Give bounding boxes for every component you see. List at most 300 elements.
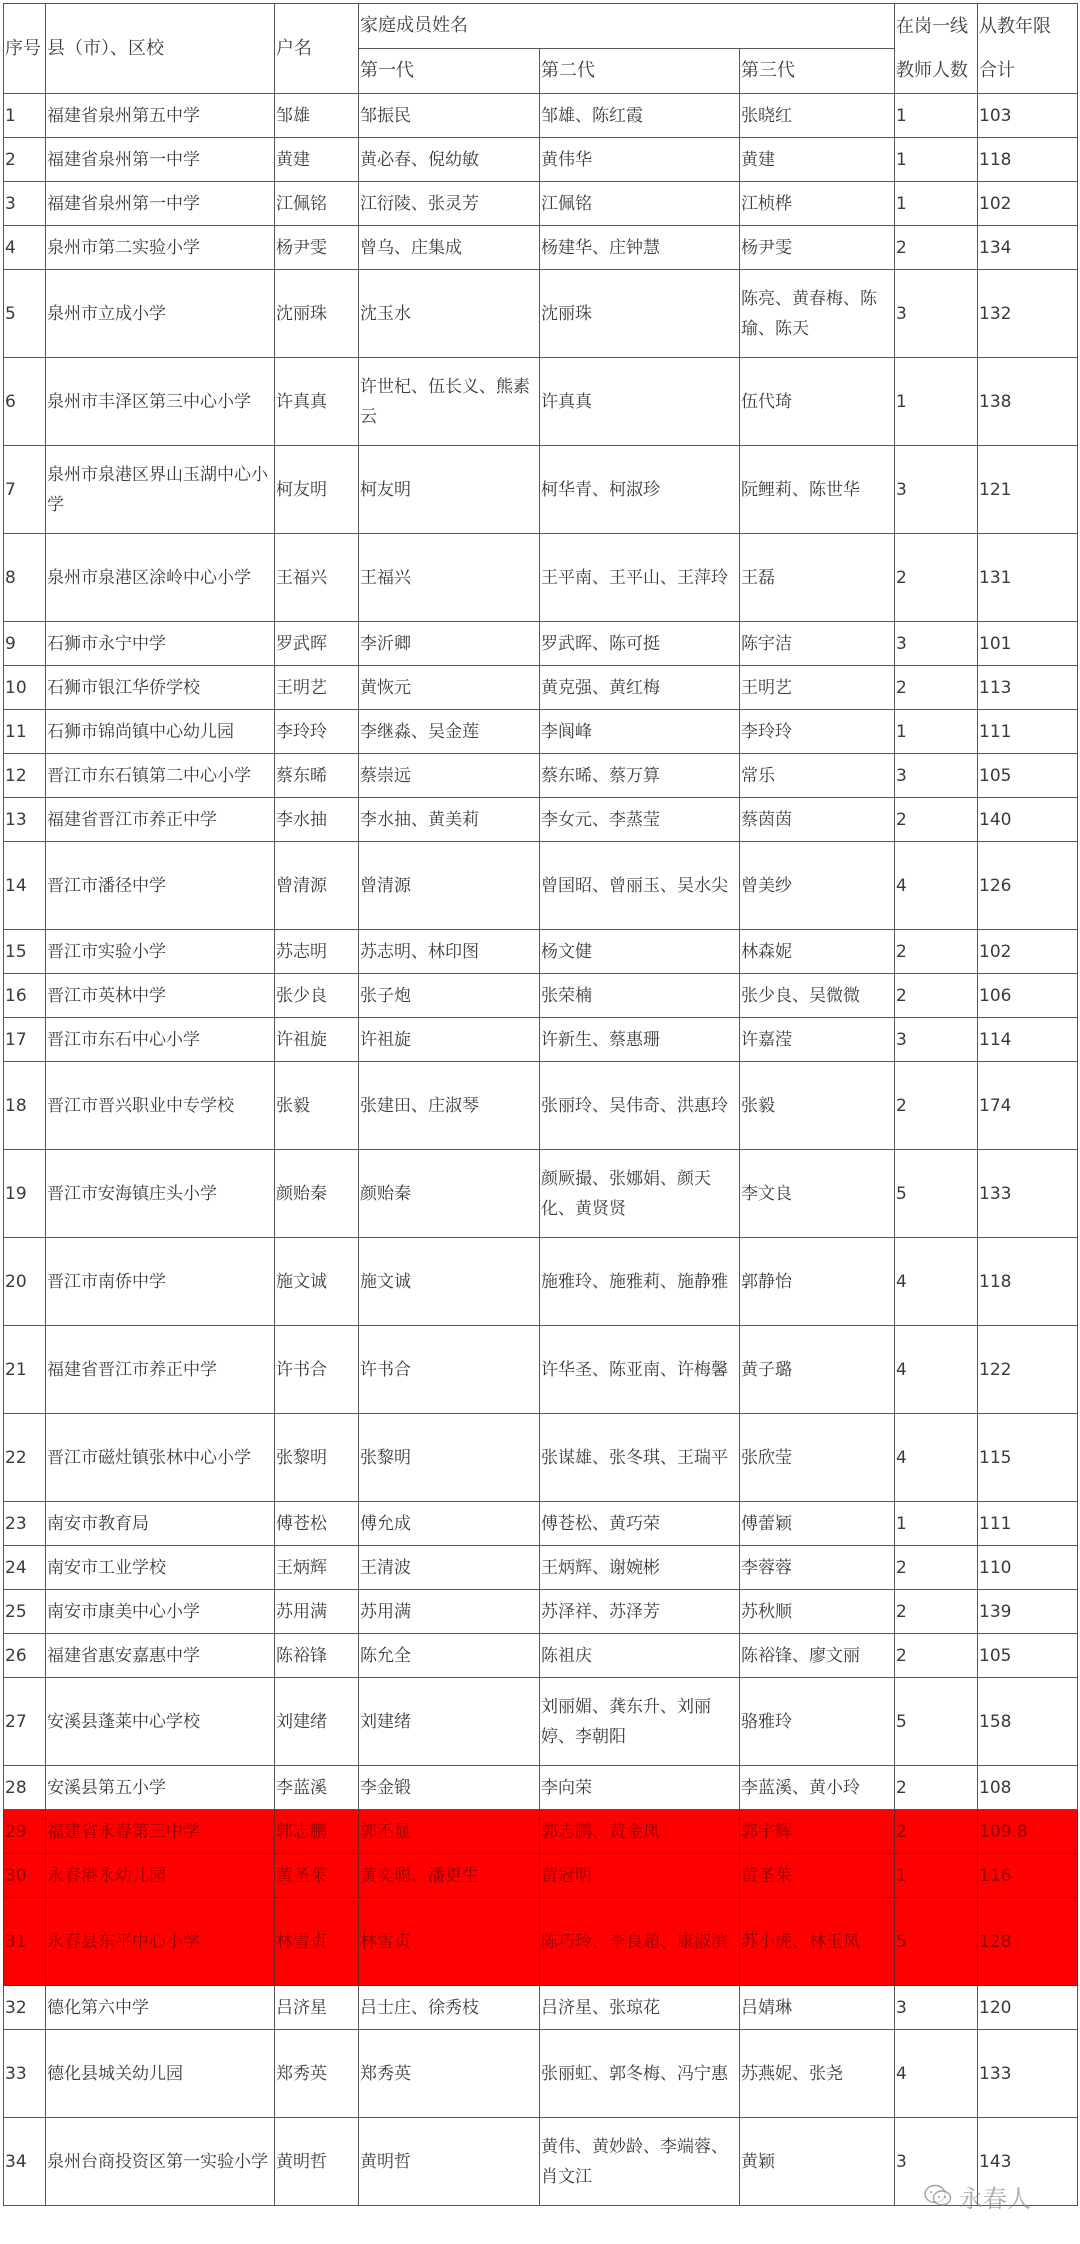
- table-row: [4, 182, 1078, 226]
- family-teacher-table: [3, 3, 1078, 2206]
- table-row: [4, 1986, 1078, 2030]
- table-row: [4, 1898, 1078, 1986]
- cell-school: 德化第六中学: [46, 1986, 275, 2030]
- cell-teachers: 2: [895, 226, 978, 270]
- table-row: [4, 842, 1078, 930]
- cell-teachers: 2: [895, 1590, 978, 1634]
- cell-school: 泉州台商投资区第一实验小学: [46, 2118, 275, 2206]
- cell-household: 张黎明: [275, 1414, 359, 1502]
- cell-gen3: 伍代琦: [740, 358, 895, 446]
- cell-gen1: 王清波: [359, 1546, 540, 1590]
- cell-teachers: 4: [895, 842, 978, 930]
- cell-household: 许祖旋: [275, 1018, 359, 1062]
- cell-teachers: 3: [895, 1986, 978, 2030]
- cell-gen2: 杨文健: [540, 930, 740, 974]
- header-teachers-line2: 教师人数: [896, 59, 969, 81]
- cell-school: 泉州市泉港区界山玉湖中心小学: [46, 446, 275, 534]
- table-row: [4, 1546, 1078, 1590]
- cell-gen1: 张建田、庄淑琴: [359, 1062, 540, 1150]
- cell-gen2: 张谋雄、张冬琪、王瑞平: [540, 1414, 740, 1502]
- cell-index: 4: [4, 226, 46, 270]
- header-years-line2: 合计: [979, 59, 1016, 81]
- cell-gen2: 黄伟、黄妙龄、李端蓉、肖文江: [540, 2118, 740, 2206]
- cell-gen3: 苏小虎、林玉凤: [740, 1898, 895, 1986]
- cell-teachers: 5: [895, 1150, 978, 1238]
- cell-gen2: 沈丽珠: [540, 270, 740, 358]
- cell-teachers: 3: [895, 270, 978, 358]
- cell-household: 颜贻秦: [275, 1150, 359, 1238]
- header-teachers: [895, 4, 978, 94]
- cell-teachers: 3: [895, 622, 978, 666]
- cell-gen3: 李玲玲: [740, 710, 895, 754]
- cell-index: 18: [4, 1062, 46, 1150]
- cell-teachers: 2: [895, 930, 978, 974]
- cell-household: 柯友明: [275, 446, 359, 534]
- table-row: [4, 930, 1078, 974]
- cell-gen1: 曾乌、庄集成: [359, 226, 540, 270]
- cell-gen3: 陈宇洁: [740, 622, 895, 666]
- cell-gen1: 黄必春、倪幼敏: [359, 138, 540, 182]
- cell-teachers: 1: [895, 1854, 978, 1898]
- cell-teachers: 3: [895, 446, 978, 534]
- cell-school: 德化县城关幼儿园: [46, 2030, 275, 2118]
- cell-gen1: 施文诚: [359, 1238, 540, 1326]
- cell-household: 黄建: [275, 138, 359, 182]
- cell-index: 27: [4, 1678, 46, 1766]
- table-row: [4, 1238, 1078, 1326]
- cell-gen3: 黄子璐: [740, 1326, 895, 1414]
- cell-teachers: 1: [895, 138, 978, 182]
- cell-teachers: 4: [895, 2030, 978, 2118]
- cell-household: 许真真: [275, 358, 359, 446]
- table-row: [4, 1150, 1078, 1238]
- cell-gen1: 沈玉水: [359, 270, 540, 358]
- cell-index: 5: [4, 270, 46, 358]
- cell-gen1: 黄奕聪、潘更生: [359, 1854, 540, 1898]
- cell-teachers: 2: [895, 534, 978, 622]
- cell-gen1: 张黎明: [359, 1414, 540, 1502]
- cell-gen1: 蔡崇远: [359, 754, 540, 798]
- cell-gen2: 施雅玲、施雅莉、施静雅: [540, 1238, 740, 1326]
- table-row: [4, 1414, 1078, 1502]
- cell-years: 110: [978, 1546, 1078, 1590]
- cell-years: 133: [978, 1150, 1078, 1238]
- cell-gen2: 吕济星、张琼花: [540, 1986, 740, 2030]
- table-row: [4, 1634, 1078, 1678]
- cell-teachers: 2: [895, 1634, 978, 1678]
- cell-gen2: 许真真: [540, 358, 740, 446]
- cell-gen3: 林森妮: [740, 930, 895, 974]
- cell-years: 102: [978, 930, 1078, 974]
- cell-gen1: 许祖旋: [359, 1018, 540, 1062]
- cell-years: 121: [978, 446, 1078, 534]
- cell-household: 林雪贞: [275, 1898, 359, 1986]
- cell-household: 沈丽珠: [275, 270, 359, 358]
- cell-years: 134: [978, 226, 1078, 270]
- table-row: [4, 1810, 1078, 1854]
- cell-index: 13: [4, 798, 46, 842]
- cell-gen3: 郭宇辉: [740, 1810, 895, 1854]
- cell-school: 泉州市第二实验小学: [46, 226, 275, 270]
- cell-school: 南安市康美中心小学: [46, 1590, 275, 1634]
- cell-gen2: 李女元、李蒸莹: [540, 798, 740, 842]
- watermark-text: 永春人: [959, 2184, 1031, 2213]
- cell-gen2: 蔡东晞、蔡万算: [540, 754, 740, 798]
- cell-gen2: 刘丽媚、龚东升、刘丽婷、李朝阳: [540, 1678, 740, 1766]
- cell-years: 120: [978, 1986, 1078, 2030]
- table-row: [4, 1326, 1078, 1414]
- cell-school: 南安市工业学校: [46, 1546, 275, 1590]
- cell-gen3: 曾美纱: [740, 842, 895, 930]
- cell-school: 晋江市东石镇第二中心小学: [46, 754, 275, 798]
- table-body: [4, 94, 1078, 2206]
- cell-years: 126: [978, 842, 1078, 930]
- cell-school: 福建省泉州第一中学: [46, 138, 275, 182]
- table-row: [4, 1678, 1078, 1766]
- cell-gen3: 郭静怡: [740, 1238, 895, 1326]
- cell-index: 21: [4, 1326, 46, 1414]
- cell-teachers: 2: [895, 1810, 978, 1854]
- header-gen1: 第一代: [359, 49, 540, 94]
- cell-teachers: 2: [895, 1766, 978, 1810]
- cell-years: 103: [978, 94, 1078, 138]
- table-row: [4, 710, 1078, 754]
- cell-school: 福建省泉州第一中学: [46, 182, 275, 226]
- table-row: [4, 666, 1078, 710]
- cell-gen3: 许嘉滢: [740, 1018, 895, 1062]
- cell-gen1: 许书合: [359, 1326, 540, 1414]
- cell-gen2: 苏泽祥、苏泽芳: [540, 1590, 740, 1634]
- cell-gen3: 黄圣茱: [740, 1854, 895, 1898]
- cell-gen3: 黄建: [740, 138, 895, 182]
- cell-household: 罗武晖: [275, 622, 359, 666]
- cell-school: 石狮市锦尚镇中心幼儿园: [46, 710, 275, 754]
- cell-household: 苏用满: [275, 1590, 359, 1634]
- table-row: [4, 2030, 1078, 2118]
- cell-gen1: 苏志明、林印图: [359, 930, 540, 974]
- cell-years: 139: [978, 1590, 1078, 1634]
- table-row: [4, 94, 1078, 138]
- header-gen3: 第三代: [740, 49, 895, 94]
- cell-household: 吕济星: [275, 1986, 359, 2030]
- header-teachers-line1: 在岗一线: [896, 15, 969, 37]
- cell-school: 晋江市晋兴职业中专学校: [46, 1062, 275, 1150]
- cell-gen2: 李向荣: [540, 1766, 740, 1810]
- cell-gen2: 颜厥撮、张娜娟、颜天化、黄贤贤: [540, 1150, 740, 1238]
- cell-gen3: 张少良、吴微微: [740, 974, 895, 1018]
- cell-index: 22: [4, 1414, 46, 1502]
- cell-gen3: 江桢桦: [740, 182, 895, 226]
- cell-gen3: 傅蕾颖: [740, 1502, 895, 1546]
- cell-gen2: 江佩铭: [540, 182, 740, 226]
- cell-gen1: 许世杞、伍长义、熊素云: [359, 358, 540, 446]
- cell-teachers: 1: [895, 182, 978, 226]
- cell-school: 晋江市潘径中学: [46, 842, 275, 930]
- cell-household: 李玲玲: [275, 710, 359, 754]
- cell-teachers: 5: [895, 1898, 978, 1986]
- cell-teachers: 1: [895, 94, 978, 138]
- cell-gen1: 曾清源: [359, 842, 540, 930]
- cell-index: 14: [4, 842, 46, 930]
- cell-gen1: 李继淼、吴金莲: [359, 710, 540, 754]
- cell-index: 23: [4, 1502, 46, 1546]
- cell-index: 24: [4, 1546, 46, 1590]
- cell-gen2: 黄冠明: [540, 1854, 740, 1898]
- cell-household: 李蓝溪: [275, 1766, 359, 1810]
- cell-gen2: 王平南、王平山、王萍玲: [540, 534, 740, 622]
- cell-gen1: 张子炮: [359, 974, 540, 1018]
- cell-household: 郑秀英: [275, 2030, 359, 2118]
- table-row: [4, 974, 1078, 1018]
- cell-years: 115: [978, 1414, 1078, 1502]
- cell-school: 南安市教育局: [46, 1502, 275, 1546]
- cell-years: 138: [978, 358, 1078, 446]
- cell-household: 曾清源: [275, 842, 359, 930]
- table-row: [4, 534, 1078, 622]
- table-row: [4, 270, 1078, 358]
- cell-gen1: 郑秀英: [359, 2030, 540, 2118]
- table-row: [4, 1502, 1078, 1546]
- cell-household: 郭志鹏: [275, 1810, 359, 1854]
- cell-gen2: 柯华青、柯淑珍: [540, 446, 740, 534]
- cell-gen2: 黄克强、黄红梅: [540, 666, 740, 710]
- cell-index: 29: [4, 1810, 46, 1854]
- table-row: [4, 446, 1078, 534]
- cell-gen2: 曾国昭、曾丽玉、吴水尖: [540, 842, 740, 930]
- cell-index: 19: [4, 1150, 46, 1238]
- cell-school: 福建省晋江市养正中学: [46, 798, 275, 842]
- cell-index: 30: [4, 1854, 46, 1898]
- cell-gen1: 林雪贞: [359, 1898, 540, 1986]
- cell-teachers: 3: [895, 1018, 978, 1062]
- cell-household: 李水抽: [275, 798, 359, 842]
- cell-gen2: 罗武晖、陈可挺: [540, 622, 740, 666]
- cell-teachers: 4: [895, 1238, 978, 1326]
- cell-index: 10: [4, 666, 46, 710]
- cell-gen1: 颜贻秦: [359, 1150, 540, 1238]
- cell-years: 111: [978, 1502, 1078, 1546]
- cell-school: 晋江市南侨中学: [46, 1238, 275, 1326]
- cell-years: 113: [978, 666, 1078, 710]
- cell-household: 蔡东晞: [275, 754, 359, 798]
- cell-index: 26: [4, 1634, 46, 1678]
- cell-years: 128: [978, 1898, 1078, 1986]
- cell-gen1: 苏用满: [359, 1590, 540, 1634]
- cell-teachers: 3: [895, 2118, 978, 2206]
- cell-household: 黄圣茱: [275, 1854, 359, 1898]
- cell-gen1: 吕士庄、徐秀枝: [359, 1986, 540, 2030]
- cell-gen2: 许新生、蔡惠珊: [540, 1018, 740, 1062]
- cell-years: 118: [978, 138, 1078, 182]
- cell-gen3: 李文良: [740, 1150, 895, 1238]
- cell-school: 石狮市银江华侨学校: [46, 666, 275, 710]
- cell-teachers: 4: [895, 1326, 978, 1414]
- cell-years: 114: [978, 1018, 1078, 1062]
- cell-gen1: 郭丕显: [359, 1810, 540, 1854]
- header-school: 县（市）、区校: [46, 4, 275, 94]
- cell-gen3: 阮鲤莉、陈世华: [740, 446, 895, 534]
- cell-gen3: 常乐: [740, 754, 895, 798]
- cell-gen2: 黄伟华: [540, 138, 740, 182]
- cell-years: 132: [978, 270, 1078, 358]
- cell-teachers: 2: [895, 1546, 978, 1590]
- family-teacher-table-sheet: [3, 3, 1077, 2206]
- header-index: 序号: [4, 4, 46, 94]
- cell-index: 25: [4, 1590, 46, 1634]
- cell-years: 122: [978, 1326, 1078, 1414]
- table-row: [4, 1018, 1078, 1062]
- cell-household: 张毅: [275, 1062, 359, 1150]
- cell-years: 131: [978, 534, 1078, 622]
- cell-household: 苏志明: [275, 930, 359, 974]
- cell-household: 张少良: [275, 974, 359, 1018]
- cell-index: 20: [4, 1238, 46, 1326]
- cell-gen1: 黄恢元: [359, 666, 540, 710]
- cell-gen2: 李阆峰: [540, 710, 740, 754]
- header-years: [978, 4, 1078, 94]
- cell-school: 安溪县蓬莱中心学校: [46, 1678, 275, 1766]
- cell-school: 晋江市东石中心小学: [46, 1018, 275, 1062]
- cell-household: 刘建绪: [275, 1678, 359, 1766]
- cell-index: 3: [4, 182, 46, 226]
- cell-teachers: 3: [895, 754, 978, 798]
- cell-teachers: 5: [895, 1678, 978, 1766]
- cell-school: 永春县东平中心小学: [46, 1898, 275, 1986]
- table-row: [4, 358, 1078, 446]
- table-row: [4, 1590, 1078, 1634]
- cell-gen1: 王福兴: [359, 534, 540, 622]
- cell-school: 晋江市磁灶镇张林中心小学: [46, 1414, 275, 1502]
- cell-school: 泉州市泉港区涂岭中心小学: [46, 534, 275, 622]
- cell-index: 32: [4, 1986, 46, 2030]
- cell-index: 6: [4, 358, 46, 446]
- cell-teachers: 1: [895, 1502, 978, 1546]
- table-row: [4, 226, 1078, 270]
- cell-school: 福建省泉州第五中学: [46, 94, 275, 138]
- cell-years: 116: [978, 1854, 1078, 1898]
- cell-index: 17: [4, 1018, 46, 1062]
- header-household: 户名: [275, 4, 359, 94]
- table-row: [4, 138, 1078, 182]
- cell-gen1: 江衍陵、张灵芳: [359, 182, 540, 226]
- cell-gen1: 刘建绪: [359, 1678, 540, 1766]
- cell-years: 108: [978, 1766, 1078, 1810]
- cell-teachers: 2: [895, 798, 978, 842]
- cell-teachers: 1: [895, 710, 978, 754]
- header-gen2: 第二代: [540, 49, 740, 94]
- cell-household: 杨尹雯: [275, 226, 359, 270]
- cell-school: 晋江市安海镇庄头小学: [46, 1150, 275, 1238]
- cell-index: 33: [4, 2030, 46, 2118]
- cell-years: 109.8: [978, 1810, 1078, 1854]
- cell-gen1: 邹振民: [359, 94, 540, 138]
- cell-gen3: 王磊: [740, 534, 895, 622]
- cell-household: 王福兴: [275, 534, 359, 622]
- cell-years: 140: [978, 798, 1078, 842]
- cell-index: 7: [4, 446, 46, 534]
- cell-gen1: 李水抽、黄美莉: [359, 798, 540, 842]
- cell-index: 11: [4, 710, 46, 754]
- cell-years: 105: [978, 754, 1078, 798]
- cell-teachers: 2: [895, 974, 978, 1018]
- header-row-top: [4, 4, 1078, 49]
- cell-gen3: 张欣莹: [740, 1414, 895, 1502]
- cell-years: 158: [978, 1678, 1078, 1766]
- cell-household: 许书合: [275, 1326, 359, 1414]
- cell-household: 傅苍松: [275, 1502, 359, 1546]
- cell-years: 118: [978, 1238, 1078, 1326]
- cell-index: 31: [4, 1898, 46, 1986]
- cell-school: 泉州市丰泽区第三中心小学: [46, 358, 275, 446]
- cell-gen3: 王明艺: [740, 666, 895, 710]
- cell-gen1: 黄明哲: [359, 2118, 540, 2206]
- cell-years: 174: [978, 1062, 1078, 1150]
- cell-household: 王炳辉: [275, 1546, 359, 1590]
- cell-years: 133: [978, 2030, 1078, 2118]
- cell-household: 施文诚: [275, 1238, 359, 1326]
- cell-school: 福建省惠安嘉惠中学: [46, 1634, 275, 1678]
- cell-gen3: 陈亮、黄春梅、陈瑜、陈天: [740, 270, 895, 358]
- cell-gen1: 柯友明: [359, 446, 540, 534]
- cell-index: 15: [4, 930, 46, 974]
- table-row: [4, 2118, 1078, 2206]
- cell-gen2: 张荣楠: [540, 974, 740, 1018]
- table-row: [4, 622, 1078, 666]
- cell-school: 泉州市立成小学: [46, 270, 275, 358]
- cell-years: 105: [978, 1634, 1078, 1678]
- cell-gen2: 傅苍松、黄巧荣: [540, 1502, 740, 1546]
- cell-years: 102: [978, 182, 1078, 226]
- header-family-members: 家庭成员姓名: [359, 4, 895, 49]
- cell-gen1: 陈允全: [359, 1634, 540, 1678]
- cell-index: 9: [4, 622, 46, 666]
- cell-gen3: 李蓉蓉: [740, 1546, 895, 1590]
- cell-gen3: 张晓红: [740, 94, 895, 138]
- cell-index: 16: [4, 974, 46, 1018]
- table-row: [4, 798, 1078, 842]
- cell-gen2: 许华圣、陈亚南、许梅馨: [540, 1326, 740, 1414]
- cell-teachers: 4: [895, 1414, 978, 1502]
- table-row: [4, 1854, 1078, 1898]
- cell-gen3: 苏秋顺: [740, 1590, 895, 1634]
- cell-household: 黄明哲: [275, 2118, 359, 2206]
- cell-gen3: 李蓝溪、黄小玲: [740, 1766, 895, 1810]
- cell-school: 永春港永幼儿园: [46, 1854, 275, 1898]
- cell-gen3: 蔡茵茵: [740, 798, 895, 842]
- cell-household: 江佩铭: [275, 182, 359, 226]
- cell-gen2: 陈巧玲、李良超、康淑滨: [540, 1898, 740, 1986]
- cell-household: 邹雄: [275, 94, 359, 138]
- cell-gen3: 杨尹雯: [740, 226, 895, 270]
- cell-gen1: 李沂卿: [359, 622, 540, 666]
- cell-school: 晋江市实验小学: [46, 930, 275, 974]
- cell-gen3: 骆雅玲: [740, 1678, 895, 1766]
- cell-years: 143: [978, 2118, 1078, 2206]
- cell-gen3: 陈裕锋、廖文丽: [740, 1634, 895, 1678]
- cell-gen2: 王炳辉、谢婉彬: [540, 1546, 740, 1590]
- cell-gen1: 李金锻: [359, 1766, 540, 1810]
- cell-gen2: 陈祖庆: [540, 1634, 740, 1678]
- cell-school: 福建省永春第三中学: [46, 1810, 275, 1854]
- table-row: [4, 754, 1078, 798]
- cell-gen2: 郭志鹏、黄金凤: [540, 1810, 740, 1854]
- cell-school: 福建省晋江市养正中学: [46, 1326, 275, 1414]
- cell-years: 111: [978, 710, 1078, 754]
- cell-household: 陈裕锋: [275, 1634, 359, 1678]
- cell-gen3: 吕婧琳: [740, 1986, 895, 2030]
- cell-teachers: 2: [895, 1062, 978, 1150]
- cell-teachers: 1: [895, 358, 978, 446]
